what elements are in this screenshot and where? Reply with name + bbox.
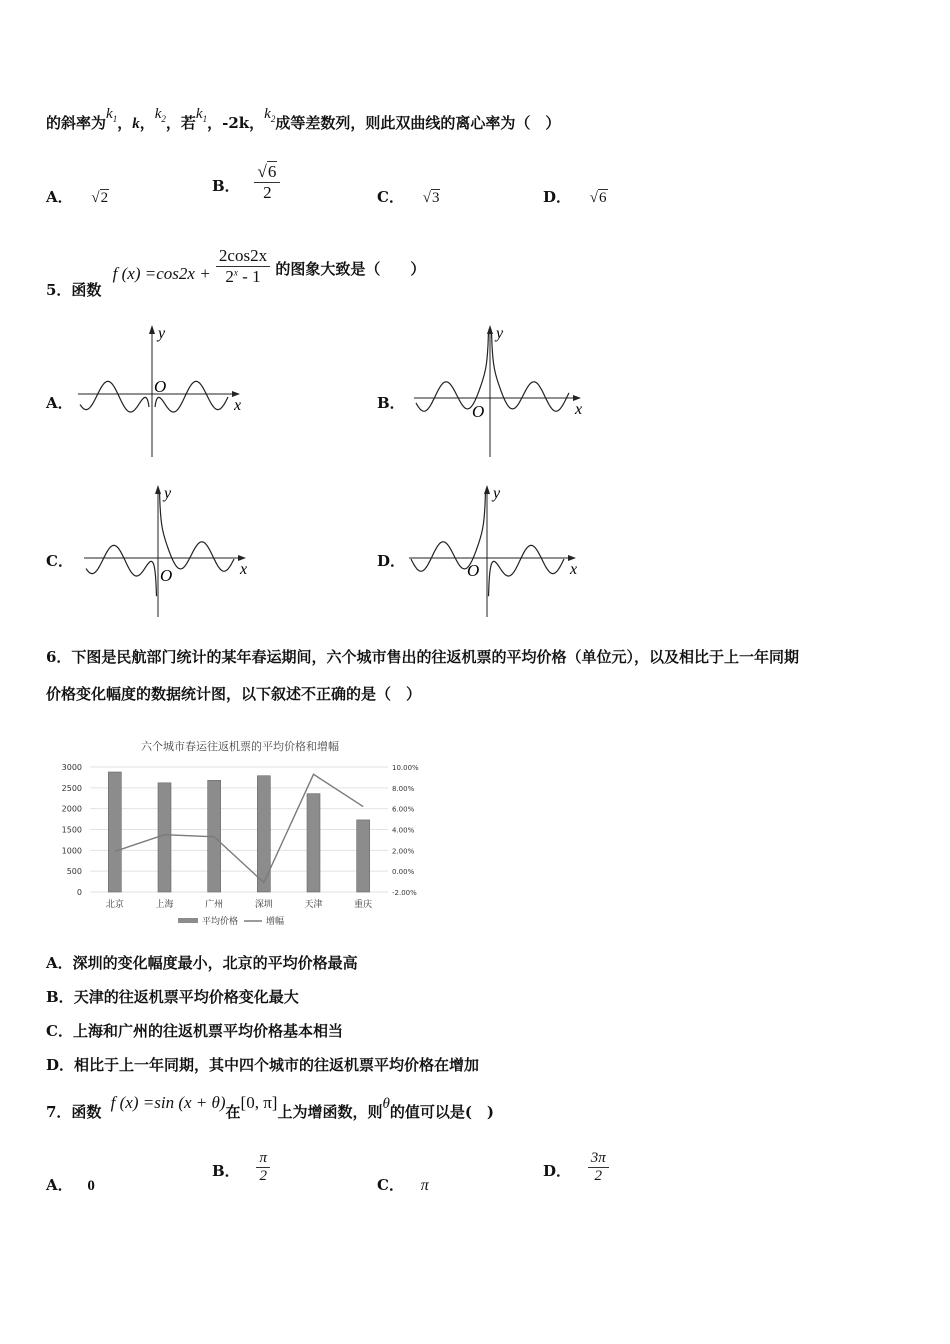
q4-neg2k: -2k <box>222 114 250 132</box>
y-label: y <box>493 485 501 502</box>
right-tick-label: 0.00% <box>392 868 415 877</box>
q4-k2b: $k_2$ <box>264 106 276 124</box>
q5-fraction: $\frac{2\cos 2x}{2^x - 1}$ <box>216 246 270 287</box>
q6-option-d[interactable]: D．相比于上一年同期，其中四个城市的往返机票平均价格在增加 <box>46 1056 480 1074</box>
function-curve <box>416 332 569 412</box>
right-tick-label: 2.00% <box>392 847 415 856</box>
q4-k: k <box>132 116 140 132</box>
q7-option-c[interactable]: C． π <box>377 1176 429 1194</box>
category-label: 北京 <box>105 900 124 910</box>
category-label: 深圳 <box>254 900 273 910</box>
bar-深圳 <box>257 776 270 892</box>
q4-text-suffix: 成等差数列，则此双曲线的离心率为（ ） <box>275 114 561 132</box>
q5-graph-d[interactable] <box>405 482 580 626</box>
q6-option-c[interactable]: C．上海和广州的往返机票平均价格基本相当 <box>46 1022 343 1040</box>
q4-option-a[interactable]: A． √2 <box>46 188 109 206</box>
y-axis-arrow <box>149 325 155 334</box>
left-tick-label: 2000 <box>61 804 82 814</box>
q7-option-b[interactable]: B． $\frac{\pi}{2}$ <box>212 1150 270 1185</box>
q6-stem-line2: 价格变化幅度的数据统计图，以下叙述不正确的是（ ） <box>46 685 422 703</box>
y-label: y <box>158 325 166 342</box>
origin-label: O <box>467 561 480 580</box>
q4-k2: $k_2$ <box>154 106 166 124</box>
category-label: 天津 <box>304 900 323 910</box>
left-tick-label: 0 <box>76 888 82 897</box>
bar-重庆 <box>357 820 370 892</box>
q7-theta: θ <box>382 1096 390 1112</box>
chart-title: 六个城市春运往返机票的平均价格和增幅 <box>141 740 339 753</box>
left-tick-label: 1000 <box>61 846 82 856</box>
x-label: x <box>570 561 578 578</box>
q7-func: f (x) =sin (x + θ) <box>110 1093 226 1112</box>
q4-text-prefix: 的斜率为 <box>46 114 107 132</box>
q6-option-a[interactable]: A．深圳的变化幅度最小，北京的平均价格最高 <box>46 954 358 972</box>
q5-label-b[interactable]: B． <box>377 394 405 412</box>
q6-chart <box>50 734 440 938</box>
right-tick-label: -2.00% <box>392 889 417 897</box>
x-label: x <box>234 397 242 414</box>
q5-graph-b[interactable] <box>410 322 585 466</box>
q7-stem: 7．函数 f (x) =sin (x + θ)在[0, π]上为增函数，则θ的值可以是( ) <box>46 1093 495 1121</box>
q4-option-b[interactable]: B． $\frac{√6}{2}$ <box>212 162 280 203</box>
bar-天津 <box>307 794 320 892</box>
q5-label-d[interactable]: D． <box>377 552 406 570</box>
q4-option-d[interactable]: D． √6 <box>543 188 607 206</box>
origin-label: O <box>160 566 173 585</box>
origin-label: O <box>154 377 167 396</box>
bar-上海 <box>158 783 171 892</box>
category-label: 上海 <box>155 900 174 910</box>
category-label: 广州 <box>205 900 224 910</box>
category-label: 重庆 <box>354 900 373 910</box>
q4-k1b: $k_1$ <box>195 106 208 124</box>
right-tick-label: 8.00% <box>392 784 415 793</box>
q5-func-lhs: f (x) =cos2x + <box>112 263 211 283</box>
q7-interval: [0, π] <box>240 1093 278 1112</box>
left-tick-label: 2500 <box>61 783 82 793</box>
q5-graph-a[interactable] <box>74 322 244 466</box>
q7-option-d[interactable]: D． $\frac{3\pi}{2}$ <box>543 1150 609 1185</box>
right-tick-label: 4.00% <box>392 826 415 835</box>
right-tick-label: 6.00% <box>392 805 415 814</box>
legend-bar-label: 平均价格 <box>202 917 239 927</box>
left-tick-label: 500 <box>66 867 82 877</box>
q7-option-a[interactable]: A． 0 <box>46 1176 95 1194</box>
left-tick-label: 3000 <box>61 763 82 772</box>
x-label: x <box>240 561 248 578</box>
q6-option-b[interactable]: B．天津的往返机票平均价格变化最大 <box>46 988 299 1006</box>
legend-line-label: 增幅 <box>266 917 285 927</box>
q4-k1: $k_1$ <box>106 106 118 124</box>
q4-stem: 的斜率为$k_1$，k，$k_2$，若$k_1$，-2k，$k_2$成等差数列，则此双曲线的离心率为（ ） <box>46 106 561 132</box>
x-label: x <box>575 401 583 418</box>
bar-北京 <box>108 772 121 892</box>
legend-bar-swatch <box>178 918 198 923</box>
growth-line <box>115 774 363 882</box>
right-tick-label: 10.00% <box>392 764 419 772</box>
origin-label: O <box>472 402 485 421</box>
q5-label-a[interactable]: A． <box>46 394 73 412</box>
left-tick-label: 1500 <box>61 825 82 835</box>
q4-option-c[interactable]: C． √3 <box>377 188 440 206</box>
q5-graph-c[interactable] <box>80 482 250 626</box>
y-label: y <box>164 485 172 502</box>
q5-label-c[interactable]: C． <box>46 552 73 570</box>
q5-stem: 5．函数 f (x) =cos2x + $\frac{2\cos 2x}{2^x - 1}$ 的图象大致是（ ） <box>46 246 426 299</box>
y-label: y <box>496 325 504 342</box>
q6-stem-line1: 6．下图是民航部门统计的某年春运期间，六个城市售出的往返机票的平均价格（单位元），以及相比于上一年同期 <box>46 648 799 666</box>
q6-chart-svg <box>50 734 440 934</box>
